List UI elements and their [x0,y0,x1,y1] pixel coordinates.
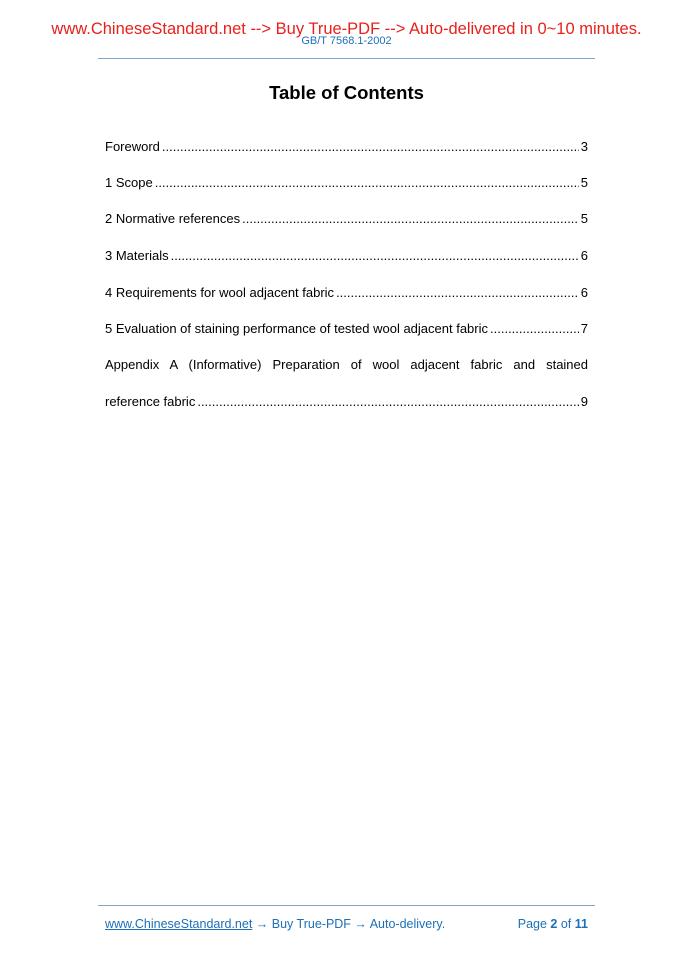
toc-entry-appendix-a[interactable] [105,394,588,410]
toc-entry-label: 2 Normative references [105,211,241,226]
toc-dot-leader [242,211,579,227]
toc-entry-materials[interactable] [105,248,588,264]
footer-divider [98,905,595,906]
toc-page-number: 7 [580,321,588,336]
toc-entry-label: Foreword [105,139,160,154]
toc-page-number: 3 [580,139,588,154]
document-code: GB/T 7568.1-2002 [301,35,392,47]
toc-dot-leader [490,321,579,337]
toc-entry-appendix-a-line1[interactable]: Appendix A (Informative) Preparation of wool adjacent fabric and stained [105,357,588,372]
toc-dot-leader [171,248,579,264]
page-footer [105,916,588,932]
toc-title: Table of Contents [269,82,424,103]
toc-dot-leader [162,139,579,155]
header-divider [98,58,595,59]
toc-page-number: 6 [580,248,588,263]
toc-page-number: 5 [580,175,588,190]
toc-page-number: 6 [580,285,588,300]
toc-entry-scope[interactable] [105,175,588,191]
toc-page-number: 9 [580,394,588,409]
toc-page-number: 5 [580,211,588,226]
current-page: 2 [550,917,558,931]
toc-dot-leader [336,285,579,301]
page-indicator [518,916,588,932]
toc-entry-label: reference fabric [105,394,196,409]
total-pages: 11 [574,917,588,931]
toc-dot-leader [197,394,578,410]
toc-entry-label: 5 Evaluation of staining performance of tested wool adjacent fabric [105,321,489,336]
toc-entry-requirements[interactable] [105,285,588,301]
footer-site-link[interactable]: www.ChineseStandard.net [105,917,253,931]
footer-tagline: → Buy True-PDF → Auto-delivery. [252,917,446,931]
promo-banner[interactable]: www.ChineseStandard.net --> Buy True-PDF --> Auto-delivered in 0~10 minutes. [51,20,642,38]
page-of-label: of [560,917,572,931]
toc-entry-evaluation[interactable] [105,321,588,337]
toc-entry-normative-references[interactable] [105,211,588,227]
toc-entry-label: 4 Requirements for wool adjacent fabric [105,285,335,300]
page-label: Page [517,917,547,931]
footer-left [105,916,445,932]
toc-entry-label: 1 Scope [105,175,153,190]
toc-entry-label: 3 Materials [105,248,169,263]
toc-dot-leader [155,175,579,191]
toc-entry-foreword[interactable] [105,139,588,155]
